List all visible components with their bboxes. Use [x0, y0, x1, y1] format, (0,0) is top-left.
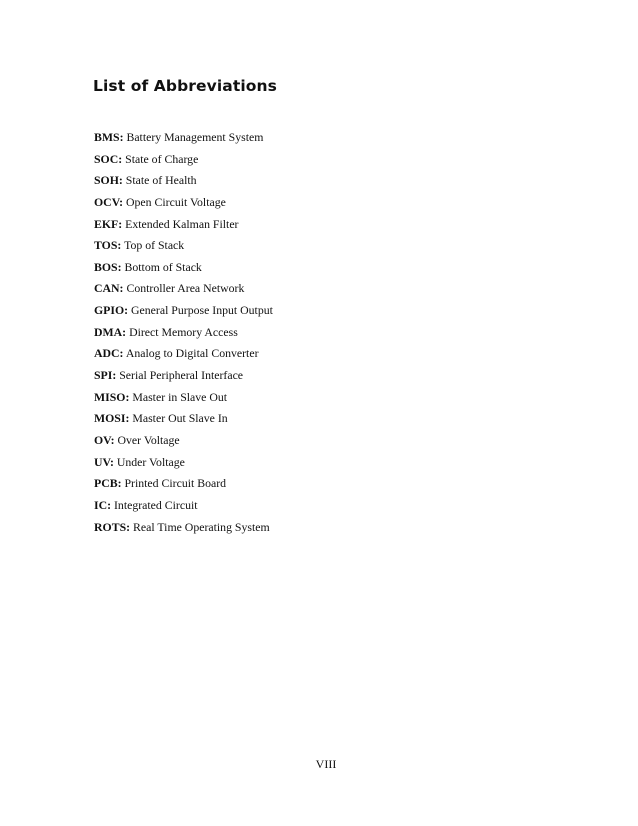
abbreviation-definition: Bottom of Stack [124, 259, 202, 274]
abbreviation-definition: Integrated Circuit [114, 497, 198, 512]
abbreviation-term: PCB: [94, 476, 122, 491]
abbreviation-item [94, 193, 273, 215]
page-title: List of Abbreviations [93, 77, 277, 95]
abbreviation-item [94, 388, 273, 410]
abbreviation-item [94, 323, 273, 345]
abbreviation-item [94, 366, 273, 388]
abbreviation-definition: Analog to Digital Converter [125, 346, 259, 361]
abbreviation-definition: Open Circuit Voltage [126, 194, 226, 209]
abbreviation-definition: Serial Peripheral Interface [119, 368, 244, 383]
abbreviation-definition: Under Voltage [116, 454, 185, 469]
abbreviation-definition: Top of Stack [124, 238, 185, 253]
abbreviation-term: MISO: [94, 389, 130, 404]
abbreviation-term: UV: [94, 454, 114, 469]
abbreviation-item [94, 258, 273, 280]
abbreviation-item [94, 496, 273, 518]
abbreviation-definition: Direct Memory Access [129, 324, 238, 339]
abbreviation-list [94, 128, 273, 539]
abbreviation-item [94, 344, 273, 366]
abbreviation-term: GPIO: [94, 303, 129, 318]
abbreviation-term: ADC: [94, 346, 124, 361]
abbreviation-term: SOC: [94, 151, 123, 166]
abbreviation-definition: Printed Circuit Board [124, 476, 227, 491]
abbreviation-definition: State of Health [125, 173, 197, 188]
abbreviation-item [94, 279, 273, 301]
abbreviation-item [94, 301, 273, 323]
abbreviation-definition: Master in Slave Out [132, 389, 228, 404]
abbreviation-term: MOSI: [94, 411, 130, 426]
abbreviation-term: SOH: [94, 173, 123, 188]
abbreviation-term: OCV: [94, 194, 124, 209]
abbreviation-term: CAN: [94, 281, 124, 296]
abbreviation-term: EKF: [94, 216, 123, 231]
abbreviation-definition: Controller Area Network [126, 281, 245, 296]
abbreviation-definition: Over Voltage [117, 432, 180, 447]
abbreviation-term: DMA: [94, 324, 127, 339]
page-number [0, 757, 638, 772]
abbreviation-definition: State of Charge [125, 151, 199, 166]
abbreviation-item [94, 474, 273, 496]
abbreviation-term: SPI: [94, 368, 117, 383]
abbreviation-definition: Battery Management System [126, 130, 264, 144]
abbreviation-item [94, 236, 273, 258]
page-number-text: VIII [315, 757, 337, 771]
abbreviation-term: IC: [94, 497, 112, 512]
abbreviation-item [94, 453, 273, 475]
abbreviation-item [94, 150, 273, 172]
abbreviation-term: BMS: [94, 130, 124, 144]
abbreviation-item [94, 518, 273, 540]
abbreviation-term: ROTS: [94, 519, 131, 534]
abbreviation-definition: General Purpose Input Output [131, 303, 273, 318]
abbreviation-item [94, 431, 273, 453]
abbreviation-term: BOS: [94, 259, 122, 274]
abbreviation-term: OV: [94, 432, 115, 447]
abbreviation-item [94, 409, 273, 431]
abbreviation-item [94, 215, 273, 237]
abbreviation-definition: Real Time Operating System [133, 519, 270, 534]
abbreviation-definition: Extended Kalman Filter [125, 216, 239, 231]
abbreviation-item [94, 171, 273, 193]
abbreviation-term: TOS: [94, 238, 122, 253]
abbreviation-definition: Master Out Slave In [132, 411, 228, 426]
abbreviation-item [94, 128, 273, 150]
